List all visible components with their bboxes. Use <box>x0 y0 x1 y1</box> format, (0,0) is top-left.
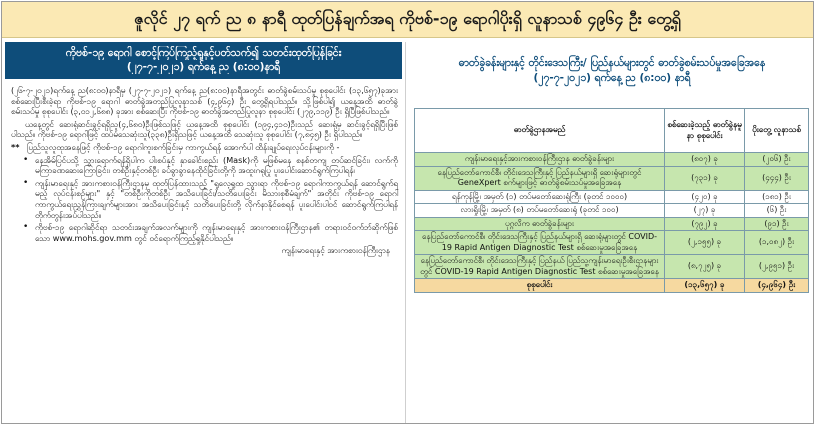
row-tests: (၂,၁၅၅) ခု <box>665 231 745 255</box>
row-label: နေပြည်တော်ကောင်စီ၊ တိုင်းဒေသကြီးနှင့် ပြည်နယ် ပြည်သူ့ကျန်းမာရေးဦးစီးဌာနများတွင် COVID-19 Rapid Antigen Diagnostic Test စစ်ဆေးမှုအခြေအနေ <box>415 255 665 279</box>
column-header-tests: စစ်ဆေးခဲ့သည့် ဓာတ်ခွဲနမူနာ စုစုပေါင်း <box>665 109 745 153</box>
note-intro: ပြည်သူလူထုအနေဖြင့် ကိုဗစ်-၁၉ ရောဂါကူးစက်ခြင်းမှ ကာကွယ်ရန် အောက်ပါ ထိန်းချုပ်ရေးလုပ်ငန်းများကို - <box>27 141 340 152</box>
table-row <box>415 217 809 231</box>
press-release-title: ကိုဗစ်-၁၉ ရောဂါ စောင့်ကြပ်ကြည့်ရှုနှင့်ပတ်သက်၍ သတင်းထုတ်ပြန်ခြင်း <box>65 47 342 59</box>
lab-testing-title-date: (၂၇-၇-၂၀၂၁) ရက်နေ့ ည (၈:၀၀) နာရီ <box>533 72 691 84</box>
press-release-header <box>5 42 402 79</box>
total-tests: (၁၃,၆၅၇) ခု <box>665 279 745 293</box>
row-positive: (၂၀၆) ဦး <box>745 153 809 167</box>
row-label: ပုဂ္ဂလိက ဓာတ်ခွဲခန်းများ <box>415 217 665 231</box>
bullet-item <box>23 222 398 243</box>
row-tests: (၇၉၂) ခု <box>665 217 745 231</box>
bullet-text-guidelines: ကျန်းမာရေးနှင့် အားကစားဝန်ကြီးဌာနမှ ထုတ်ပြန်ထားသည့် "ရှုလေ့ရှုထ သွားရာ ကိုဗစ်-၁၉ ရောဂါကာကွယ်ရန် ဆောင်ရွက်ရမည့် လုပ်ငန်းစဉ်များ" နှင့် "တစ်ဦးကိုတစ်ဦး အသိပေးခြင်း/သတိပေးခြင်း မိသားစုစီမံချက်" အတိုင်း ကိုဗစ်-၁၉ ရောဂါ ကာကွယ်ရေးညွှန်ကြားချက်များအား အသိပေးခြင်းနှင့် သတိပေးခြင်းတို့ လိုက်နာနိုင်စေရန် ပူးပေါင်းပါဝင် ဆောင်ရွက်ကြပါရန် တိုက်တွန်းအပ်ပါသည်။ <box>35 177 398 220</box>
table-row <box>415 204 809 218</box>
row-label: လားရှိုးမြို့၊ အမှတ် (၈) တပ်မတော်ဆေးရုံ (ခုတင် ၁၀၀) <box>415 204 665 218</box>
bullet-text-masks: နေအိမ်ပြင်ပသို့ သွားရောက်ရန်ရှိပါက ပါးစပ်နှင့် နှာခေါင်းစည်း (Mask)ကို မဖြစ်မနေ စနစ်တကျ တပ်ဆင်ခြင်း၊ လက်ကို မကြာခဏဆေးကြောခြင်း၊ တစ်ဦးနှင့်တစ်ဦး ခပ်ခွာခွာနေထိုင်ခြင်းတို့ကို အထူးဂရုပြု ပူးပေါင်းဆောင်ရွက်ကြပါရန်၊ <box>35 154 398 176</box>
row-tests: (၄၂၀) ခု <box>665 190 745 204</box>
row-label: နေပြည်တော်ကောင်စီ၊ တိုင်းဒေသကြီးနှင့် ပြည်နယ်များရှိ ဆေးရုံများတွင် COVID-19 Rapid Antigen Diagnostic Test စစ်ဆေးမှုအခြေအနေ <box>415 231 665 255</box>
row-positive: (၉၁) ဦး <box>745 217 809 231</box>
advisory-note <box>11 142 398 153</box>
row-tests: (၂၇) ခု <box>665 204 745 218</box>
note-marker: ** <box>11 141 20 152</box>
row-positive: (၂,၉၅၁) ဦး <box>745 255 809 279</box>
ministry-signature: ကျန်းမာရေးနှင့် အားကစားဝန်ကြီးဌာန <box>281 245 390 256</box>
row-positive: (၆) ဦး <box>745 204 809 218</box>
bullet-icon: • <box>23 222 29 233</box>
paragraph-tests: (၂၆-၇-၂၀၂၁)ရက်နေ့ ည(၈:၀၀)နာရီမှ (၂၇-၇-၂၀၂၁) ရက်နေ့ ည(၈:၀၀)နာရီအတွင်း ဓာတ်ခွဲစမ်းသပ်မှု စုစုပေါင်း (၁၃,၆၅၇)ခုအား စစ်ဆေးပြီးစီးခဲ့ရာ ကိုဗစ်-၁၉ ရောဂါ ဓာတ်ခွဲအတည်ပြုလူနာသစ် (၄,၉၆၄) ဦး တွေ့ရှိရပါသည်။ သို့ဖြစ်ပါ၍ ယနေ့အထိ ဓာတ်ခွဲစမ်းသပ်မှု စုစုပေါင်း (၃,၀၁၂,၆၈၈) ခုအား စစ်ဆေးပြီး ကိုဗစ်-၁၉ ဓာတ်ခွဲအတည်ပြုလူနာ စုစုပေါင်း (၂၇၉,၁၁၉) ဦး ရှိပြီဖြစ်ပါသည်။ <box>11 85 398 117</box>
lab-testing-table <box>414 108 809 293</box>
infographic-frame <box>1 1 814 424</box>
bullet-item <box>23 178 398 220</box>
row-positive: (၁၈၁) ဦး <box>745 190 809 204</box>
row-label: ကျန်းမာရေးနှင့်အားကစားဝန်ကြီးဌာန ဓာတ်ခွဲခန်းများ <box>415 153 665 167</box>
bullet-text-website: ကိုဗစ်-၁၉ ရောဂါဆိုင်ရာ သတင်းအချက်အလက်များကို ကျန်းမာရေးနှင့် အားကစားဝန်ကြီးဌာန၏ တရားဝင်ဝက်ဘ်ဆိုက်ဖြစ်သော www.mohs.gov.mm တွင် ဝင်ရောက်ကြည့်ရှုနိုင်ပါသည်။ <box>35 222 398 243</box>
row-tests: (၈,၇၂၅) ခု <box>665 255 745 279</box>
column-header-lab: ဓာတ်ခွဲဌာနအမည် <box>415 109 665 153</box>
paragraph-discharges-deaths: ယနေ့တွင် ဆေးရုံဆင်းခွင့်ရရှိသူ(၄,၆၈၀)ဦးဖြစ်သဖြင့် ယနေ့အထိ စုစုပေါင်း (၁၉၄,၄၁၀)ဦးသည် ဆေးရုံမှ ဆင်းခွင့်ရရှိပြီးဖြစ်ပါသည်။ ကိုဗစ်-၁၉ ရောဂါဖြင့် ထပ်မံသေဆုံးသူ(၃၃၈)ဦးရှိသဖြင့် ယနေ့အထိ သေဆုံးသူ စုစုပေါင်း (၇,၈၄၅) ဦး ရှိပါသည်။ <box>11 118 398 140</box>
column-header-positive: ပိုးတွေ့ လူနာသစ် <box>745 109 809 153</box>
headline-text: ဇူလိုင် ၂၇ ရက် ည ၈ နာရီ ထုတ်ပြန်ချက်အရ ကိုဗစ်-၁၉ ရောဂါပိုးရှိ လူနာသစ် ၄၉၆၄ ဦး တွေ့ရှိ <box>134 8 681 28</box>
total-positive: (၄,၉၆၄) ဦး <box>745 279 809 293</box>
lab-testing-panel <box>411 42 813 423</box>
row-tests: (၈၀၇) ခု <box>665 153 745 167</box>
table-row <box>415 231 809 255</box>
press-release-panel <box>5 42 402 423</box>
table-row <box>415 153 809 167</box>
bullet-icon: • <box>23 154 29 165</box>
headline-banner <box>2 2 813 38</box>
bullet-icon: • <box>23 177 29 188</box>
table-row <box>415 255 809 279</box>
row-label: နေပြည်တော်ကောင်စီ၊ တိုင်းဒေသကြီးနှင့် ပြည်နယ်များရှိ ဆေးရုံများတွင် GeneXpert စက်များဖြင့် ဓာတ်ခွဲစမ်းသပ်မှုအခြေအနေ <box>415 166 665 190</box>
press-release-body <box>5 79 402 256</box>
column-divider <box>405 42 406 423</box>
lab-testing-title <box>411 42 813 108</box>
table-total-row <box>415 279 809 293</box>
table-header-row <box>415 109 809 153</box>
total-label: စုစုပေါင်း <box>415 279 665 293</box>
row-positive: (၄၄၄) ဦး <box>745 166 809 190</box>
row-tests: (၇၃၁) ခု <box>665 166 745 190</box>
row-positive: (၁,၀၈၂) ဦး <box>745 231 809 255</box>
row-label: ရန်ကုန်မြို့၊ အမှတ် (၁) တပ်မတော်ဆေးရုံကြီး (ခုတင် ၁၀၀၀) <box>415 190 665 204</box>
table-row <box>415 190 809 204</box>
table-row <box>415 166 809 190</box>
press-release-date: (၂၇-၇-၂၀၂၁) ရက်နေ့ ည (၈:၀၀)နာရီ <box>126 61 281 73</box>
bullet-item <box>23 155 398 176</box>
lab-testing-title-line1: ဓာတ်ခွဲခန်းများနှင့် တိုင်းဒေသကြီး/ ပြည်နယ်များတွင် ဓာတ်ခွဲစမ်းသပ်မှုအခြေအနေ <box>458 57 766 69</box>
